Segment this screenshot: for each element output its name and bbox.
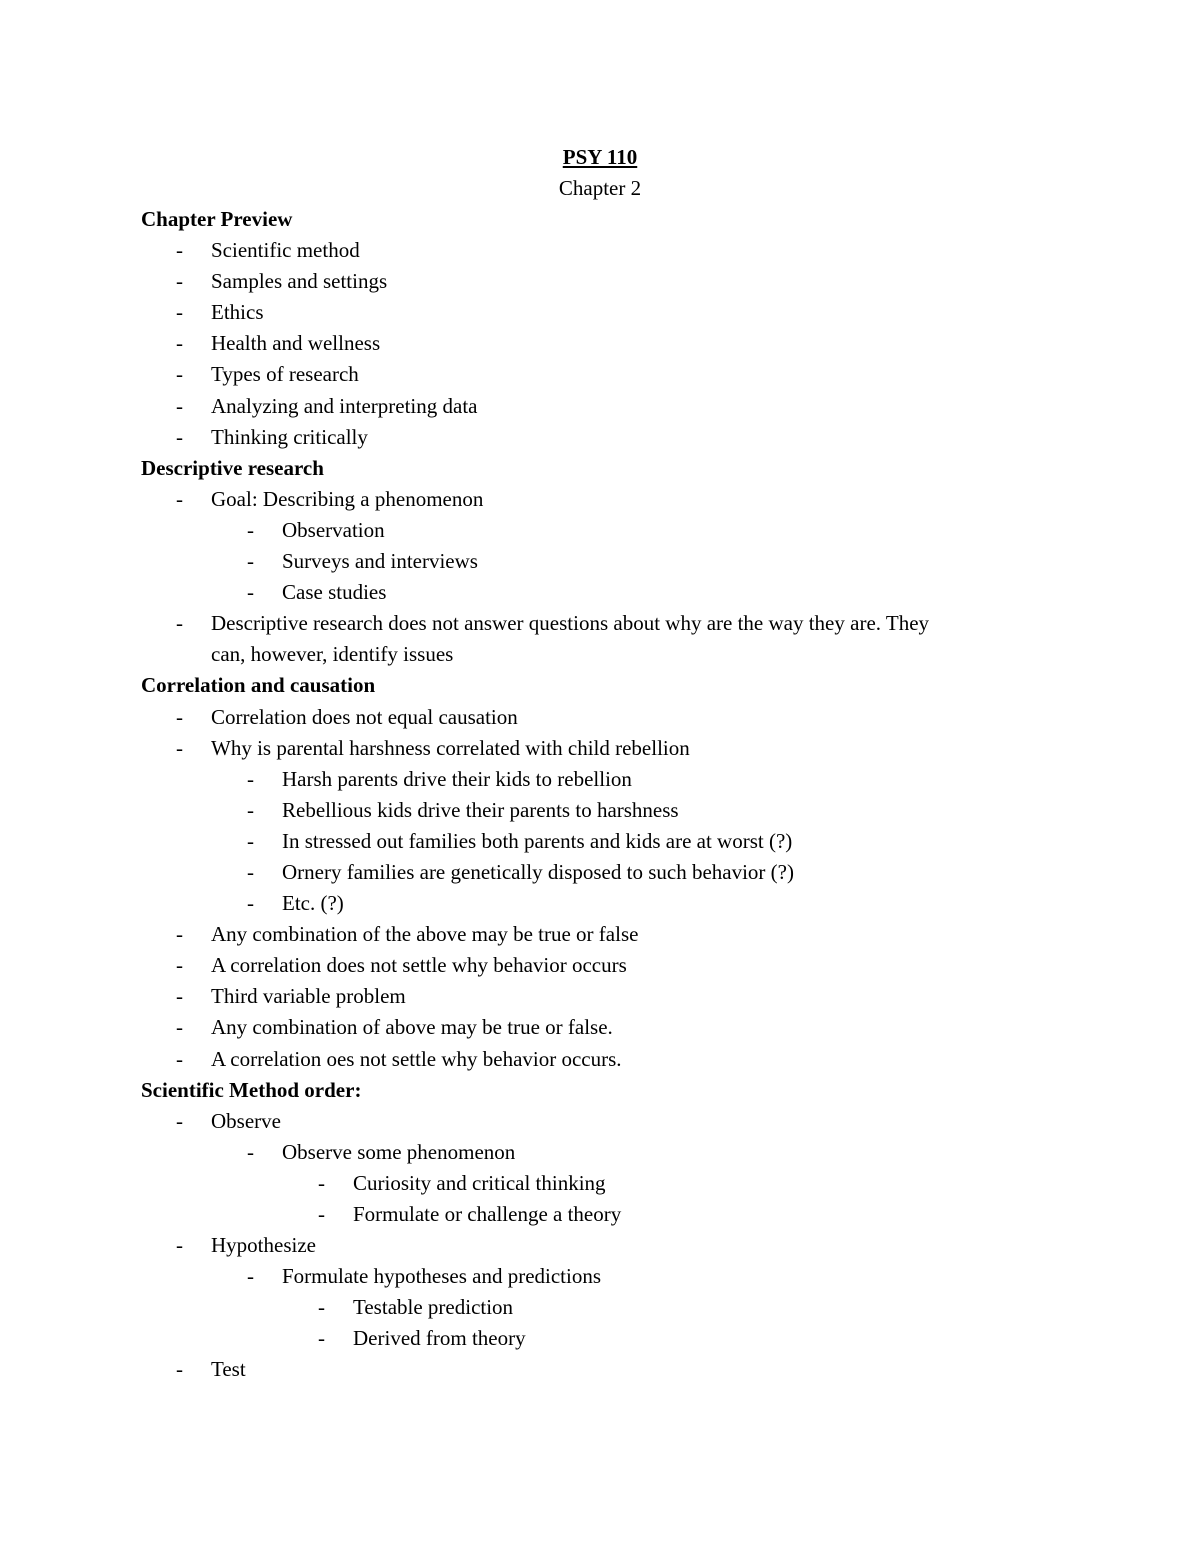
list-item-text: Any combination of the above may be true or false <box>211 922 639 947</box>
bullet-dash: - <box>176 362 183 387</box>
bullet-dash: - <box>176 1046 183 1071</box>
bullet-dash: - <box>176 300 183 325</box>
list-item-text: Formulate hypotheses and predictions <box>282 1264 602 1289</box>
bullet-dash: - <box>176 486 183 511</box>
list-item-text: Any combination of above may be true or false. <box>211 1015 613 1040</box>
list-item <box>141 826 1041 857</box>
list-item-text: Why is parental harshness correlated with child rebellion <box>211 735 690 760</box>
list-item <box>141 1044 1041 1075</box>
list-item-text: can, however, identify issues <box>211 642 454 667</box>
list-item <box>141 1168 1041 1199</box>
list-item-text: Surveys and interviews <box>282 549 478 574</box>
list-item-text: Ethics <box>211 300 264 325</box>
section-heading: Descriptive research <box>141 455 324 480</box>
list-item <box>141 608 1041 639</box>
list-item-text: Harsh parents drive their kids to rebellion <box>282 766 632 791</box>
list-item <box>141 266 1041 297</box>
bullet-dash: - <box>176 1015 183 1040</box>
bullet-dash: - <box>176 1357 183 1382</box>
list-item-text: Formulate or challenge a theory <box>353 1202 622 1226</box>
list-item <box>141 297 1041 328</box>
bullet-dash: - <box>176 424 183 449</box>
section-heading: Scientific Method order: <box>141 1077 362 1102</box>
bullet-dash: - <box>318 1202 325 1226</box>
bullet-dash: - <box>176 1233 183 1258</box>
list-item-text: Hypothesize <box>211 1233 316 1258</box>
list-item <box>141 950 1041 981</box>
bullet-dash: - <box>176 984 183 1009</box>
list-item-text: Observe some phenomenon <box>282 1139 516 1164</box>
section-heading: Chapter Preview <box>141 207 293 231</box>
list-item <box>141 795 1041 826</box>
bullet-dash: - <box>247 1139 254 1164</box>
list-item-text: In stressed out families both parents and kids are at worst (?) <box>282 828 793 853</box>
bullet-dash: - <box>176 393 183 418</box>
list-item <box>141 1323 1041 1354</box>
bullet-dash: - <box>247 828 254 853</box>
list-item-text: Ornery families are genetically disposed to such behavior (?) <box>282 859 794 884</box>
list-item <box>141 1230 1041 1261</box>
list-item-text: Observation <box>282 517 385 542</box>
bullet-dash: - <box>247 859 254 884</box>
bullet-dash: - <box>176 922 183 947</box>
bullet-dash: - <box>318 1295 325 1320</box>
bullet-dash: - <box>247 549 254 574</box>
list-item-text: Etc. (?) <box>282 891 344 916</box>
list-item-text: Thinking critically <box>211 424 368 449</box>
list-item-text: Analyzing and interpreting data <box>211 393 478 418</box>
list-item-text: Types of research <box>211 362 359 387</box>
list-item-text: Third variable problem <box>211 984 406 1009</box>
list-item <box>141 328 1041 359</box>
list-item <box>141 359 1041 390</box>
list-item <box>141 919 1041 950</box>
list-item <box>141 235 1041 266</box>
list-item-text: Correlation does not equal causation <box>211 704 518 729</box>
bullet-dash: - <box>176 269 183 294</box>
list-item <box>141 1261 1041 1292</box>
list-item-text: Descriptive research does not answer questions about why are the way they are. They <box>211 611 930 636</box>
list-item-text: A correlation oes not settle why behavior occurs. <box>211 1046 622 1071</box>
list-item-text: Rebellious kids drive their parents to harshness <box>282 797 679 822</box>
list-item-text: Goal: Describing a phenomenon <box>211 486 484 511</box>
bullet-dash: - <box>318 1326 325 1351</box>
list-item <box>141 546 1041 577</box>
list-item <box>141 702 1041 733</box>
bullet-dash: - <box>247 891 254 916</box>
list-item <box>141 391 1041 422</box>
list-item <box>141 857 1041 888</box>
list-item-text: Curiosity and critical thinking <box>353 1170 606 1195</box>
bullet-dash: - <box>247 1264 254 1289</box>
list-item-continuation <box>141 639 1041 670</box>
list-item <box>141 422 1041 453</box>
bullet-dash: - <box>176 331 183 356</box>
bullet-dash: - <box>247 797 254 822</box>
bullet-dash: - <box>247 517 254 542</box>
list-item <box>141 1354 1041 1385</box>
bullet-dash: - <box>176 238 183 263</box>
list-item-text: Scientific method <box>211 238 360 263</box>
bullet-dash: - <box>176 704 183 729</box>
bullet-dash: - <box>176 953 183 978</box>
bullet-dash: - <box>176 1108 183 1133</box>
list-item <box>141 1199 1041 1230</box>
list-item-text: Case studies <box>282 580 387 605</box>
list-item-text: Testable prediction <box>353 1295 514 1320</box>
section-heading: Correlation and causation <box>141 673 376 698</box>
bullet-dash: - <box>247 766 254 791</box>
bullet-dash: - <box>247 580 254 605</box>
list-item-text: Derived from theory <box>353 1326 526 1351</box>
list-item <box>141 981 1041 1012</box>
list-item <box>141 515 1041 546</box>
document-subtitle: Chapter 2 <box>558 176 642 200</box>
bullet-dash: - <box>318 1170 325 1195</box>
list-item-text: Observe <box>211 1108 281 1133</box>
document-body <box>141 204 1041 1386</box>
list-item <box>141 577 1041 608</box>
bullet-dash: - <box>176 611 183 636</box>
list-item <box>141 1137 1041 1168</box>
list-item-text: Test <box>211 1357 246 1382</box>
list-item <box>141 484 1041 515</box>
list-item <box>141 888 1041 919</box>
list-item <box>141 1106 1041 1137</box>
list-item-text: Health and wellness <box>211 331 381 356</box>
list-item <box>141 1292 1041 1323</box>
list-item <box>141 1012 1041 1043</box>
list-item <box>141 733 1041 764</box>
list-item-text: Samples and settings <box>211 269 388 294</box>
list-item-text: A correlation does not settle why behavior occurs <box>211 953 627 978</box>
document-title: PSY 110 <box>562 145 638 169</box>
list-item <box>141 764 1041 795</box>
bullet-dash: - <box>176 735 183 760</box>
